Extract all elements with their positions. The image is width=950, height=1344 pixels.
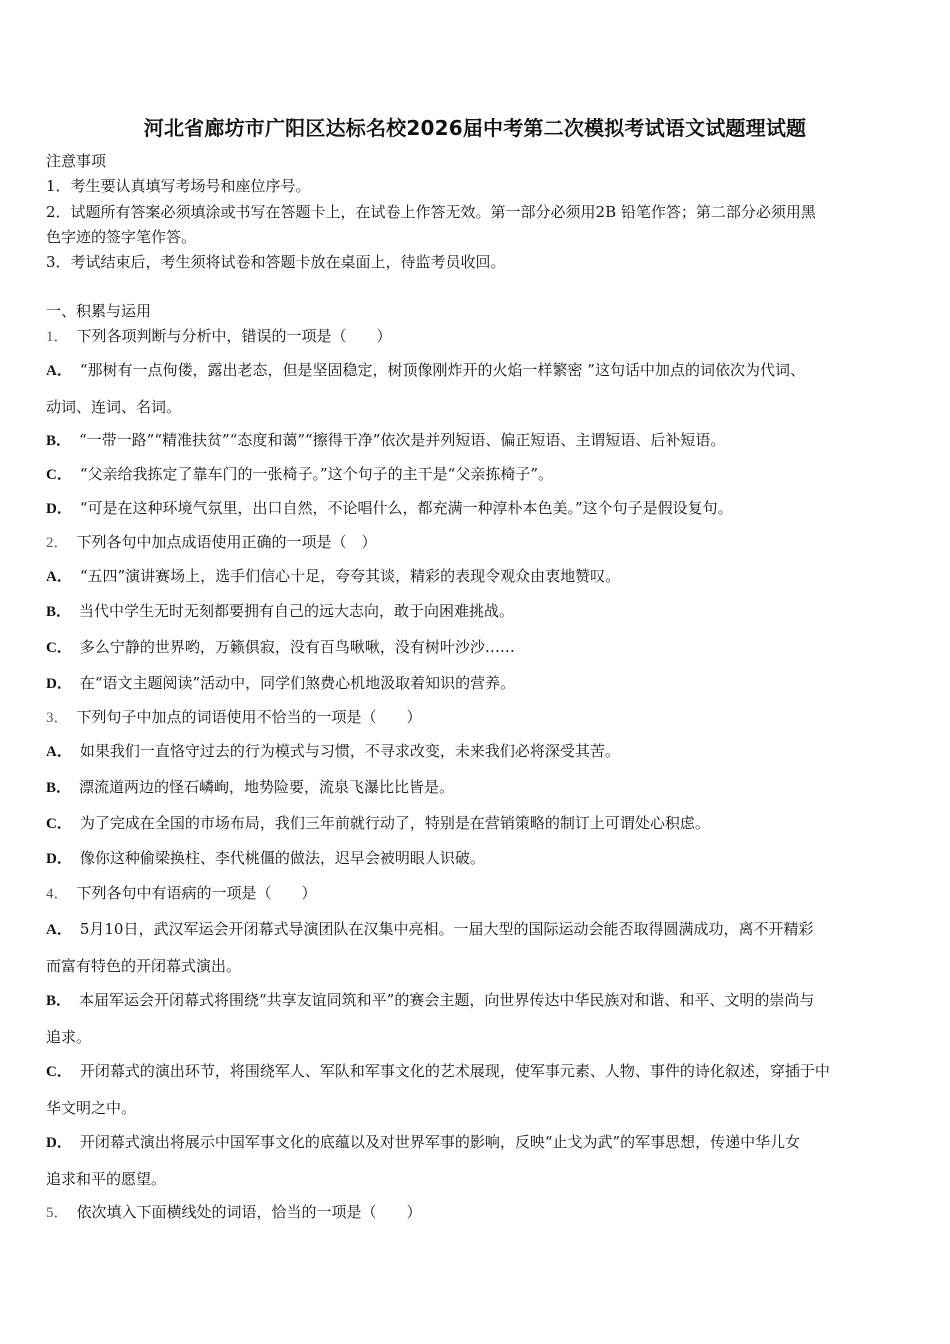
question-text: 依次填入下面横线处的词语，恰当的一项是（ ） — [76, 1203, 422, 1221]
option-c[interactable] — [46, 637, 908, 658]
option-letter: D． — [46, 676, 72, 692]
option-text: “那树有一点佝偻，露出老态，但是坚固稳定，树顶像刚炸开的火焰一样繁密 ”这句话中加点的词依次为代词、 — [79, 361, 805, 379]
question-text: 下列各句中有语病的一项是（ ） — [76, 884, 317, 902]
option-text: 开闭幕式的演出环节，将围绕军人、军队和军事文化的艺术展现，使军事元素、人物、事件的诗化叙述，穿插于中 — [79, 1062, 830, 1080]
option-text: 当代中学生无时无刻都要拥有自己的远大志向，敢于向困难挑战。 — [79, 602, 515, 620]
option-b[interactable] — [46, 430, 908, 451]
option-a[interactable] — [46, 566, 908, 587]
option-a-continued: 而富有特色的开闭幕式演出。 — [46, 957, 242, 975]
notice-item: 3．考试结束后，考生须将试卷和答题卡放在桌面上，待监考员收回。 — [46, 253, 506, 271]
option-letter: D． — [46, 1135, 72, 1151]
option-b[interactable] — [46, 990, 908, 1011]
question-number: 3． — [46, 710, 69, 726]
option-letter: B． — [46, 780, 72, 796]
option-d[interactable] — [46, 848, 908, 869]
question-number: 1． — [46, 329, 69, 345]
question-number: 2． — [46, 535, 69, 551]
option-text: 本届军运会开闭幕式将围绕“共享友谊同筑和平”的赛会主题，向世界传达中华民族对和谐、和平、文明的崇尚与 — [79, 991, 815, 1009]
option-text: “五四”演讲赛场上，选手们信心十足，夸夸其谈，精彩的表现令观众由衷地赞叹。 — [79, 567, 621, 585]
option-letter: A． — [46, 363, 72, 379]
option-text: 为了完成在全国的市场布局，我们三年前就行动了，特别是在营销策略的制订上可谓处心积虑。 — [79, 814, 710, 832]
option-text: 像你这种偷梁换柱、李代桃僵的做法，迟早会被明眼人识破。 — [79, 849, 485, 867]
option-text: 如果我们一直恪守过去的行为模式与习惯，不寻求改变，未来我们必将深受其苦。 — [79, 742, 620, 760]
option-text: “一带一路”“精准扶贫”“态度和蔼”“擦得干净”依次是并列短语、偏正短语、主谓短语、后补短语。 — [79, 431, 726, 449]
option-c-continued: 华文明之中。 — [46, 1099, 137, 1117]
question-text: 下列句子中加点的词语使用不恰当的一项是（ ） — [76, 708, 422, 726]
notice-item: 2．试题所有答案必须填涂或书写在答题卡上，在试卷上作答无效。第一部分必须用2B 铅笔作答；第二部分必须用黑 — [46, 203, 816, 221]
option-letter: B． — [46, 604, 72, 620]
notice-heading: 注意事项 — [46, 152, 107, 170]
option-letter: B． — [46, 993, 72, 1009]
option-letter: B． — [46, 433, 72, 449]
option-a[interactable] — [46, 741, 908, 762]
option-b[interactable] — [46, 601, 908, 622]
notice-item: 色字迹的签字笔作答。 — [46, 228, 197, 246]
option-c[interactable] — [46, 813, 908, 834]
option-b-continued: 追求。 — [46, 1028, 92, 1046]
option-letter: D． — [46, 501, 72, 517]
question-text: 下列各句中加点成语使用正确的一项是（ ） — [76, 533, 377, 551]
page-title: 河北省廊坊市广阳区达标名校2026届中考第二次模拟考试语文试题理试题 — [143, 116, 807, 140]
section-heading: 一、积累与运用 — [46, 302, 152, 320]
option-text: 开闭幕式演出将展示中国军事文化的底蕴以及对世界军事的影响，反映“止戈为武”的军事思想，传递中华儿女 — [79, 1133, 801, 1151]
option-text: “父亲给我拣定了靠车门的一张椅子。”这个句子的主干是“父亲拣椅子”。 — [79, 465, 554, 483]
option-letter: A． — [46, 569, 72, 585]
question-stem — [46, 532, 908, 553]
question-number: 4． — [46, 886, 69, 902]
option-letter: D． — [46, 851, 72, 867]
option-text: 多么宁静的世界哟，万籁俱寂，没有百鸟啾啾，没有树叶沙沙…… — [79, 638, 515, 656]
option-letter: A． — [46, 744, 72, 760]
option-d[interactable] — [46, 1132, 908, 1153]
option-c[interactable] — [46, 464, 908, 485]
option-text: 5月10日，武汉军运会开闭幕式导演团队在汉集中亮相。一届大型的国际运动会能否取得圆满成功，离不开精彩 — [79, 920, 814, 938]
question-stem — [46, 1202, 908, 1223]
question-stem — [46, 883, 908, 904]
option-a[interactable] — [46, 360, 908, 381]
option-letter: C． — [46, 640, 72, 656]
option-d-continued: 追求和平的愿望。 — [46, 1170, 167, 1188]
option-c[interactable] — [46, 1061, 908, 1082]
question-number: 5． — [46, 1205, 69, 1221]
option-letter: C． — [46, 467, 72, 483]
option-text: 在“语文主题阅读”活动中，同学们煞费心机地汲取着知识的营养。 — [79, 674, 516, 692]
option-text: 漂流道两边的怪石嶙峋，地势险要，流泉飞瀑比比皆是。 — [79, 778, 455, 796]
option-letter: C． — [46, 1064, 72, 1080]
option-a[interactable] — [46, 919, 908, 940]
option-text: “可是在这种环境气氛里，出口自然，不论唱什么，都充满一种淳朴本色美。”这个句子是假设复句。 — [79, 499, 733, 517]
option-d[interactable] — [46, 673, 908, 694]
option-letter: C． — [46, 816, 72, 832]
question-text: 下列各项判断与分析中，错误的一项是（ ） — [76, 327, 392, 345]
option-a-continued: 动词、连词、名词。 — [46, 398, 182, 416]
option-letter: A． — [46, 922, 72, 938]
option-b[interactable] — [46, 777, 908, 798]
option-d[interactable] — [46, 498, 908, 519]
question-stem — [46, 707, 908, 728]
question-stem — [46, 326, 908, 347]
notice-item: 1．考生要认真填写考场号和座位序号。 — [46, 177, 311, 195]
